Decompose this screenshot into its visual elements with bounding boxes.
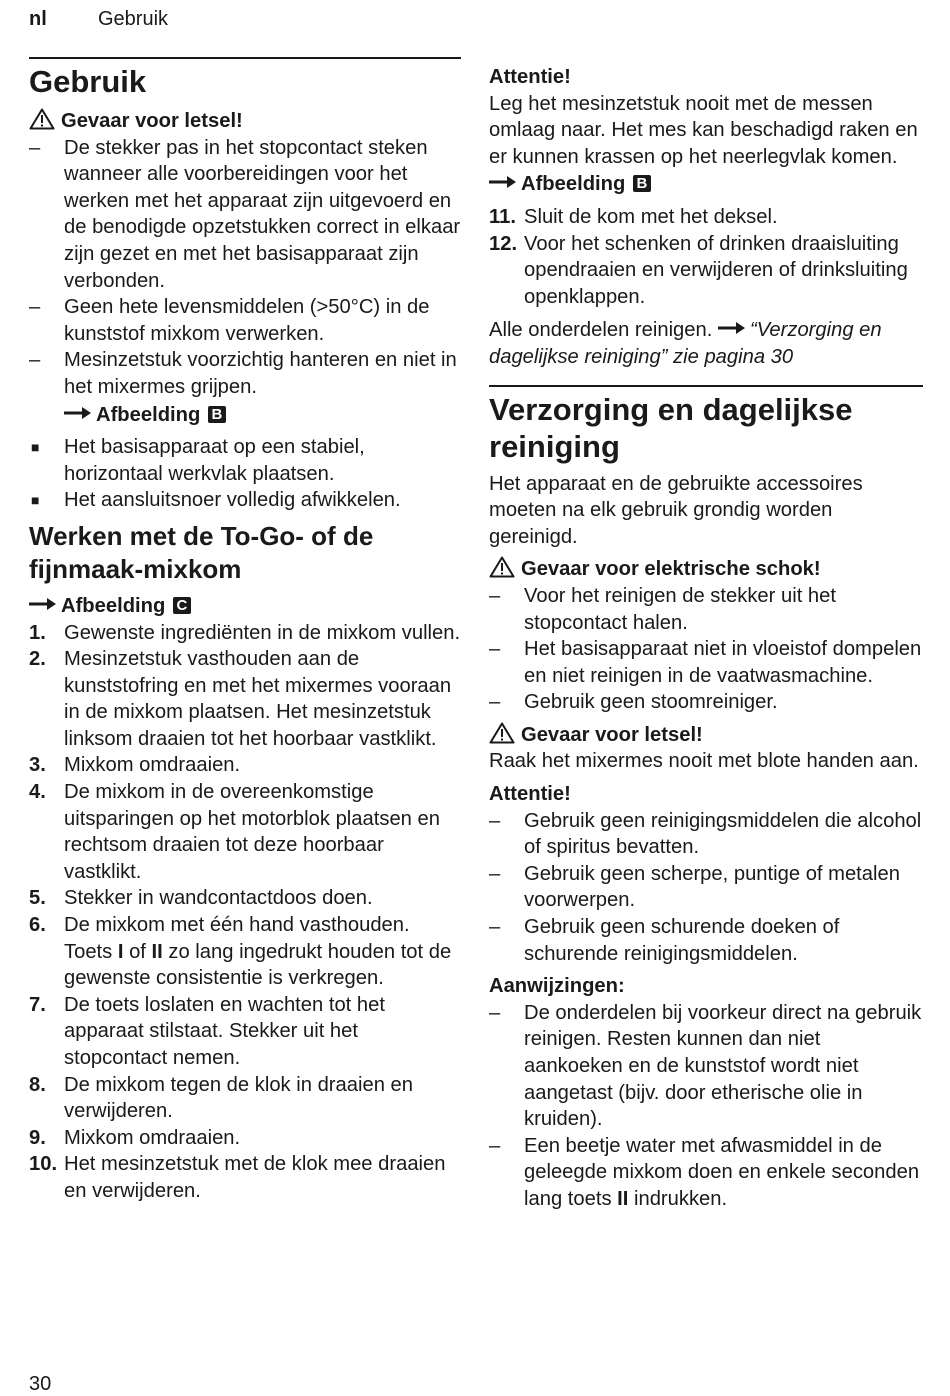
figure-reference [64, 404, 226, 426]
warning-heading [29, 108, 461, 135]
step-text: Mixkom omdraaien. [64, 1126, 241, 1149]
list-item [29, 135, 461, 295]
list-item [29, 294, 461, 347]
attention-text [489, 91, 923, 198]
square-marker: ■ [31, 492, 40, 509]
list-item-text: Het aansluitsnoer volledig afwikkelen. [64, 489, 401, 512]
list-item [29, 434, 461, 487]
list-item [489, 914, 923, 967]
step-number: 6. [29, 914, 46, 937]
dash-marker: – [29, 136, 41, 159]
dash-marker: – [29, 296, 41, 319]
dash-marker: – [489, 584, 501, 607]
step-number: 8. [29, 1073, 46, 1096]
step-number: 7. [29, 993, 46, 1016]
cross-reference-link[interactable]: “Verzorging en dagelijkse reiniging” zie pagina 30 [489, 319, 882, 368]
step-item [29, 779, 461, 885]
step-text: Het mesinzetstuk met de klok mee draaien en verwijderen. [64, 1153, 446, 1202]
dash-marker: – [489, 1134, 501, 1157]
step-item [29, 1125, 461, 1152]
reference-text: Alle onderdelen reinigen. [489, 319, 713, 342]
list-item-text: Het basisapparaat op een stabiel, horizontaal werkvlak plaatsen. [64, 436, 365, 485]
list-item-text: De onderdelen bij voorkeur direct na gebruik reinigen. Resten kunnen dan niet aankoeken en de kunststof wordt niet aangetast (bijv. door etherische olie in kruiden). [524, 1001, 922, 1131]
arrow-right-icon [718, 316, 746, 330]
divider [29, 57, 461, 59]
steps-list [489, 204, 923, 310]
arrow-right-icon [29, 592, 57, 606]
step-number: 2. [29, 648, 46, 671]
language-code: nl [29, 8, 47, 30]
figure-reference [489, 173, 651, 195]
step-item [29, 992, 461, 1072]
warning-text: Gevaar voor letsel! [521, 723, 703, 746]
step-text: Mesinzetstuk vasthouden aan de kunststofring en met het mixermes vooraan in de mixkom plaatsen. Het mesinzetstuk linksom draaien tot het hoorbaar vastklikt. [64, 648, 452, 750]
step-number: 12. [489, 232, 518, 255]
arrow-right-icon [489, 170, 517, 184]
step-text: Voor het schenken of drinken draaisluiting opendraaien en verwijderen of drinksluiting openklappen. [524, 232, 908, 308]
list-item-text: Gebruik geen schurende doeken of schurende reinigingsmiddelen. [524, 916, 840, 965]
step-text: De mixkom in de overeenkomstige uitsparingen op het motorblok plaatsen en rechtsom draaien tot deze hoorbaar vastklikt. [64, 781, 440, 883]
dash-marker: – [489, 809, 501, 832]
figure-reference [29, 595, 191, 617]
step-number: 5. [29, 887, 46, 910]
step-item [489, 204, 923, 231]
shock-list [489, 583, 923, 716]
list-item-text: indrukken. [633, 1187, 728, 1210]
step-text: De mixkom met één hand vasthouden. Toets [64, 914, 410, 963]
step-item [29, 912, 461, 992]
step-text: Mixkom omdraaien. [64, 754, 241, 777]
step-number: 9. [29, 1126, 46, 1149]
list-item-text: Gebruik geen scherpe, puntige of metalen voorwerpen. [524, 862, 900, 912]
notes-list [489, 1000, 923, 1213]
left-column [29, 57, 461, 1205]
step-text: zo lang ingedrukt houden tot de gewenste consistentie is verkregen. [64, 940, 452, 990]
preparation-list [29, 434, 461, 514]
step-text: Stekker in wandcontactdoos doen. [64, 887, 373, 910]
list-item [489, 1000, 923, 1133]
step-item [29, 646, 461, 752]
list-item [29, 487, 461, 514]
list-item-text: De stekker pas in het stopcontact steken wanneer alle voorbereidingen voor het werken met het apparaat zijn uitgevoerd en de benodigde opzetstukken correct in elkaar zijn gezet en met het basisapparaat zijn verbonden. [64, 136, 461, 292]
step-item [29, 1072, 461, 1125]
list-item [489, 808, 923, 861]
warning-triangle-icon [489, 556, 515, 578]
step-number: 4. [29, 781, 46, 804]
list-item-text: Het basisapparaat niet in vloeistof dompelen en niet reinigen in de vaatwasmachine. [524, 638, 922, 687]
list-item-text: Mesinzetstuk voorzichtig hanteren en niet in het mixermes grijpen. [64, 349, 457, 398]
dash-marker: – [29, 349, 41, 372]
cleaning-reference [489, 316, 923, 370]
warning-text: Gevaar voor elektrische schok! [521, 558, 821, 581]
injury-text: Raak het mixermes nooit met blote handen aan. [489, 750, 919, 773]
button-two-glyph: II [151, 940, 163, 963]
step-text: Sluit de kom met het deksel. [524, 205, 778, 228]
divider [489, 385, 923, 387]
intro-paragraph: Het apparaat en de gebruikte accessoires moeten na elk gebruik grondig worden gereinigd. [489, 472, 863, 548]
list-item [489, 583, 923, 636]
figure-letter-badge: B [633, 175, 651, 192]
step-item [489, 231, 923, 311]
figure-letter-badge: C [173, 597, 191, 614]
list-item-text: Voor het reinigen de stekker uit het stopcontact halen. [524, 584, 836, 634]
figure-label: Afbeelding [61, 594, 166, 617]
attention-heading: Attentie! [489, 783, 571, 806]
warning-text: Gevaar voor letsel! [61, 110, 243, 132]
figure-letter-badge: B [208, 406, 226, 423]
step-number: 10. [29, 1153, 58, 1176]
attention-list [489, 808, 923, 968]
button-two-glyph: II [617, 1187, 629, 1210]
section-heading: Werken met de To-Go- of de fijnmaak-mixkom [29, 520, 374, 584]
list-item [489, 861, 923, 914]
page-number: 30 [29, 1373, 52, 1395]
step-text: De mixkom tegen de klok in draaien en verwijderen. [64, 1073, 413, 1123]
step-number: 11. [489, 205, 516, 228]
step-text: of [129, 940, 146, 963]
warning-triangle-icon [29, 108, 55, 130]
section-title: Gebruik [98, 8, 169, 30]
safety-list [29, 135, 461, 429]
dash-marker: – [489, 691, 501, 714]
list-item [489, 1133, 923, 1213]
attention-heading: Attentie! [489, 66, 571, 88]
page-title: Gebruik [29, 64, 147, 99]
step-item [29, 752, 461, 779]
dash-marker: – [489, 638, 501, 661]
step-text: Gewenste ingrediënten in de mixkom vullen. [64, 621, 461, 644]
dash-marker: – [489, 1001, 501, 1024]
list-item-text: Gebruik geen reinigingsmiddelen die alcohol of spiritus bevatten. [524, 809, 922, 859]
list-item [29, 347, 461, 428]
page-header [29, 7, 169, 31]
section-title: Verzorging en dagelijkse reiniging [489, 391, 853, 464]
button-one-glyph: I [117, 940, 124, 963]
steps-list [29, 620, 461, 1205]
list-item-text: Gebruik geen stoomreiniger. [524, 691, 778, 714]
step-item [29, 620, 461, 647]
warning-heading [489, 722, 923, 749]
square-marker: ■ [31, 439, 40, 456]
list-item [489, 636, 923, 689]
notes-heading: Aanwijzingen: [489, 975, 625, 998]
list-item-text: Geen hete levensmiddelen (>50°C) in de kunststof mixkom verwerken. [64, 296, 430, 345]
step-item [29, 885, 461, 912]
warning-heading [489, 556, 923, 583]
right-column [489, 64, 923, 1213]
list-item [489, 689, 923, 716]
list-item-text: Een beetje water met afwasmiddel in de geleegde mixkom doen en enkele seconden lang toets [524, 1134, 920, 1210]
dash-marker: – [489, 862, 501, 885]
step-item [29, 1151, 461, 1204]
arrow-right-icon [64, 401, 92, 415]
figure-label: Afbeelding [521, 173, 626, 196]
step-number: 1. [29, 621, 46, 644]
dash-marker: – [489, 916, 501, 939]
figure-label: Afbeelding [96, 403, 201, 426]
warning-triangle-icon [489, 722, 515, 744]
step-text: De toets loslaten en wachten tot het apparaat stilstaat. Stekker uit het stopcontact nemen. [64, 993, 385, 1069]
attention-body: Leg het mesinzetstuk nooit met de messen omlaag naar. Het mes kan beschadigd raken en er kunnen krassen op het neerlegvlak komen. [489, 92, 918, 168]
step-number: 3. [29, 754, 46, 777]
